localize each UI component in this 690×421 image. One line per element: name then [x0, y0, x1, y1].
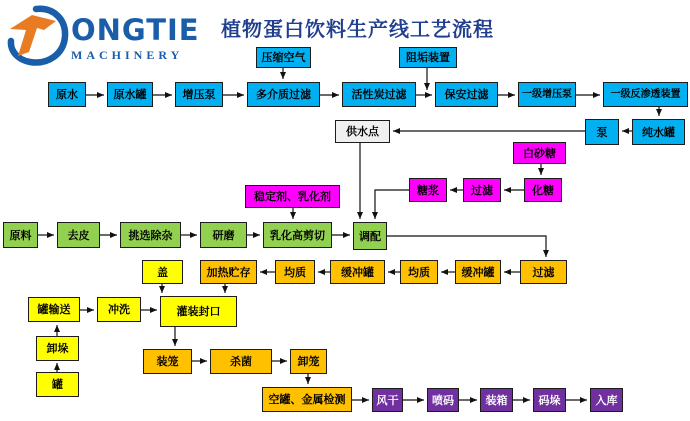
node-grinding: 研磨: [200, 222, 247, 248]
node-sugar-dissolving: 化糖: [524, 178, 562, 202]
node-blending: 调配: [353, 222, 387, 250]
node-depalletizing: 卸垛: [36, 336, 79, 361]
node-raw-material: 原料: [3, 222, 38, 248]
node-security-filter: 保安过滤: [435, 82, 498, 107]
node-sterilization: 杀菌: [210, 349, 272, 374]
node-air-drying: 风干: [372, 388, 403, 412]
node-homogenizer-1: 均质: [275, 260, 315, 284]
logo-text: [71, 4, 200, 63]
logo-subtitle: MACHINERY: [71, 48, 184, 62]
node-cage-unloading: 卸笼: [290, 349, 327, 374]
node-cage-loading: 装笼: [143, 349, 192, 374]
page-title: 植物蛋白饮料生产线工艺流程: [221, 17, 494, 41]
node-filter: 过滤: [520, 260, 567, 284]
node-buffer-tank-1: 缓冲罐: [330, 260, 385, 284]
node-inkjet-coding: 喷码: [427, 388, 459, 412]
node-water-supply-point: 供水点: [335, 120, 390, 143]
node-cartoning: 装箱: [480, 388, 513, 412]
node-scale-inhibitor: 阻垢装置: [399, 47, 457, 68]
node-warehousing: 入库: [590, 388, 623, 412]
node-syrup-filter: 过滤: [463, 178, 501, 202]
node-carbon-filter: 活性炭过滤: [342, 82, 416, 107]
node-peeling: 去皮: [57, 222, 100, 248]
node-pump: 泵: [585, 119, 619, 145]
node-raw-water: 原水: [48, 82, 86, 107]
company-logo: [6, 4, 200, 66]
node-rinsing: 冲洗: [97, 297, 141, 322]
node-lid: 盖: [142, 260, 183, 284]
node-booster-pump: 增压泵: [175, 82, 223, 107]
node-stage1-ro: 一级反渗透装置: [603, 82, 688, 107]
node-buffer-tank-2: 缓冲罐: [455, 260, 501, 284]
node-stage1-booster-pump: 一级增压泵: [518, 82, 576, 107]
node-empty-can-metal-detection: 空罐、金属检测: [262, 387, 352, 412]
node-pure-water-tank: 纯水罐: [632, 119, 685, 145]
node-can: 罐: [36, 372, 79, 397]
node-white-sugar: 白砂糖: [513, 142, 566, 164]
node-can-conveyor: 罐输送: [28, 297, 80, 322]
node-heated-storage: 加热贮存: [200, 260, 257, 284]
node-compressed-air: 压缩空气: [256, 47, 311, 68]
node-syrup: 糖浆: [409, 178, 447, 202]
logo-brand: ONGTIE: [71, 13, 200, 47]
node-palletizing: 码垛: [533, 388, 566, 412]
node-sorting-impurity-removal: 挑选除杂: [120, 222, 181, 248]
node-stabilizer-emulsifier: 稳定剂、乳化剂: [245, 185, 340, 208]
node-high-shear-emulsifying: 乳化高剪切: [263, 222, 332, 248]
node-raw-water-tank: 原水罐: [107, 82, 153, 107]
node-filling-seaming: 灌装封口: [160, 296, 237, 327]
node-multimedia-filter: 多介质过滤: [247, 82, 320, 107]
logo-td-monogram-icon: [6, 4, 70, 66]
node-homogenizer-2: 均质: [400, 260, 438, 284]
